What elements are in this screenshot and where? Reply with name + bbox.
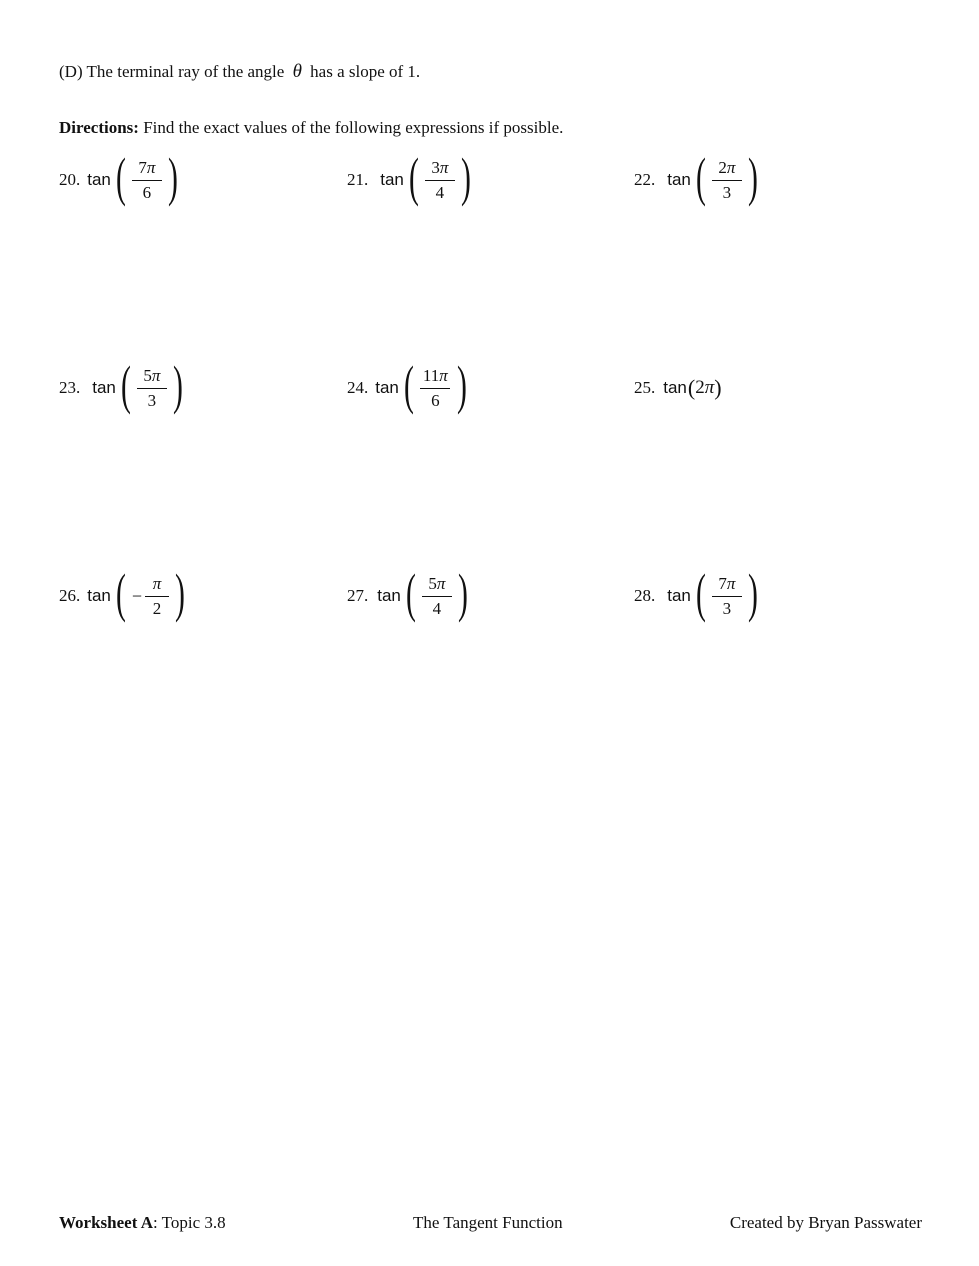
problem-20 [59, 147, 182, 207]
tan-function: tan [380, 170, 404, 189]
numerator: 2π [718, 157, 736, 177]
denominator: 3 [137, 388, 167, 411]
directions [59, 118, 563, 138]
left-paren: ( [695, 147, 706, 207]
numerator: 7π [718, 573, 736, 593]
statement-d-suffix: has a slope of 1. [310, 62, 421, 81]
theta-symbol: θ [292, 61, 302, 82]
right-paren: ) [175, 563, 185, 623]
problem-24 [347, 355, 471, 415]
problem-27 [347, 563, 472, 623]
tan-function: tan [375, 378, 399, 397]
footer-center: The Tangent Function [413, 1213, 563, 1232]
numerator: 3π [431, 157, 449, 177]
fraction [420, 574, 454, 619]
right-paren: ) [714, 375, 722, 400]
problem-28 [634, 563, 762, 623]
footer-right: Created by Bryan Passwater [729, 1213, 922, 1232]
right-paren: ) [457, 563, 468, 623]
footer-left [59, 1213, 226, 1233]
statement-d-prefix: (D) The terminal ray of the angle [59, 62, 285, 81]
fraction [710, 574, 744, 619]
tan-function: tan [92, 378, 116, 397]
right-paren: ) [460, 147, 471, 207]
denominator: 3 [712, 180, 742, 203]
problem-26 [59, 563, 189, 623]
tan-function: tan [663, 378, 687, 397]
fraction [418, 366, 453, 411]
denominator: 6 [420, 388, 450, 411]
left-paren: ( [695, 563, 706, 623]
left-paren: ( [115, 147, 126, 207]
statement-d [59, 61, 420, 83]
problem-number: 24. [347, 378, 369, 397]
denominator: 6 [132, 180, 162, 203]
problem-number: 25. [634, 378, 656, 397]
numerator: 5π [428, 573, 446, 593]
problem-number: 22. [634, 170, 656, 189]
right-paren: ) [747, 147, 758, 207]
problem-25 [634, 361, 722, 415]
denominator: 4 [422, 596, 452, 619]
problem-number: 28. [634, 586, 656, 605]
right-paren: ) [456, 355, 467, 415]
fraction [710, 158, 744, 203]
minus-sign: − [131, 585, 143, 606]
denominator: 2 [145, 596, 169, 619]
left-paren: ( [120, 355, 131, 415]
left-paren: ( [405, 563, 416, 623]
problem-22 [634, 147, 762, 207]
left-paren: ( [403, 355, 414, 415]
left-paren: ( [408, 147, 419, 207]
problem-number: 20. [59, 170, 81, 189]
topic-label: : Topic 3.8 [152, 1213, 226, 1232]
right-paren: ) [172, 355, 183, 415]
directions-label: Directions: [59, 118, 139, 137]
fraction [130, 158, 164, 203]
problem-number: 21. [347, 170, 369, 189]
tan-function: tan [87, 586, 111, 605]
right-paren: ) [747, 563, 758, 623]
numerator: 5π [143, 365, 161, 385]
argument: 2π [695, 377, 715, 398]
left-paren: ( [115, 563, 126, 623]
denominator: 3 [712, 596, 742, 619]
problem-number: 27. [347, 586, 369, 605]
problem-23 [59, 355, 187, 415]
numerator: 7π [138, 157, 156, 177]
numerator: π [152, 573, 162, 593]
numerator: 11π [422, 365, 448, 385]
problem-number: 26. [59, 586, 81, 605]
tan-function: tan [87, 170, 111, 189]
worksheet-label: Worksheet A [59, 1213, 153, 1232]
fraction [423, 158, 457, 203]
tan-function: tan [377, 586, 401, 605]
tan-function: tan [667, 586, 691, 605]
tan-function: tan [667, 170, 691, 189]
fraction [135, 366, 169, 411]
left-paren: ( [687, 375, 696, 400]
directions-text: Find the exact values of the following expressions if possible. [138, 118, 564, 137]
right-paren: ) [167, 147, 178, 207]
denominator: 4 [425, 180, 455, 203]
fraction [143, 574, 171, 619]
problem-21 [347, 147, 475, 207]
problem-number: 23. [59, 378, 81, 397]
